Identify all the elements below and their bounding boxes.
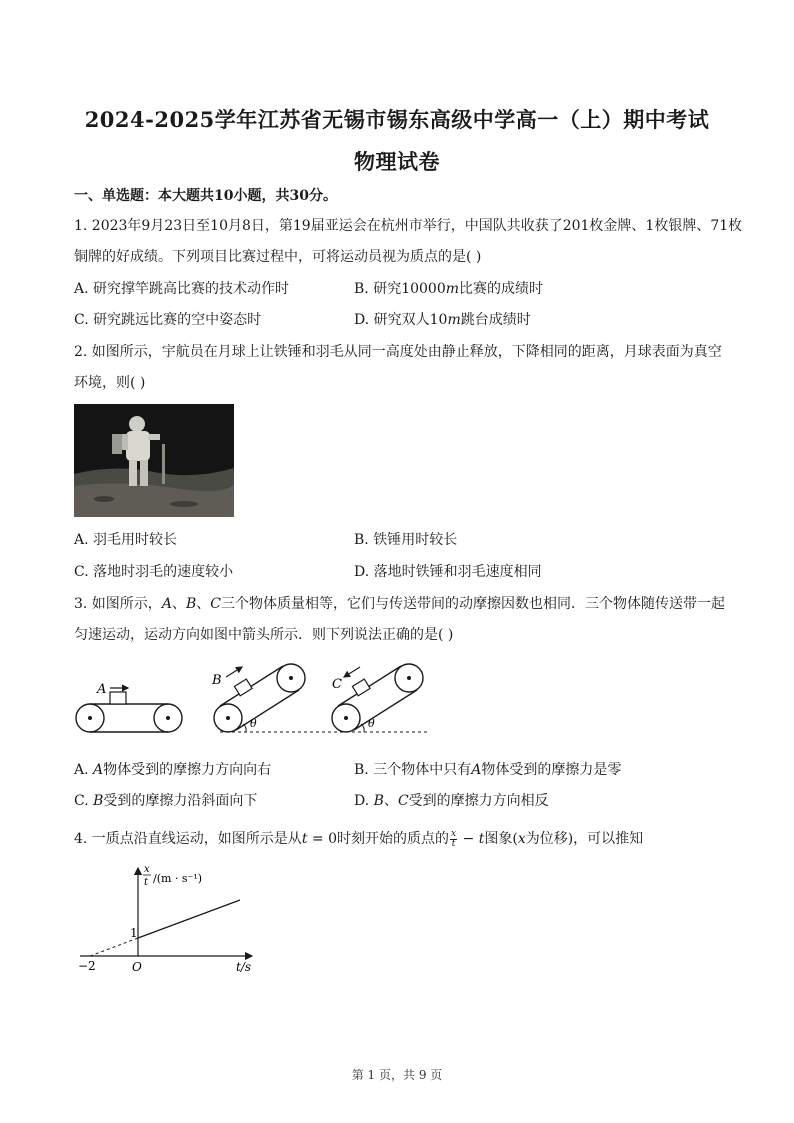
- y-axis-label-num: x: [144, 864, 150, 875]
- q3-stem-line2: 匀速运动，运动方向如图中箭头所示．则下列说法正确的是( ): [74, 627, 454, 643]
- astronaut-moon-photo: [74, 404, 234, 517]
- q2-stem-line1: 2. 如图所示，宇航员在月球上让铁锤和羽毛从同一高度处由静止释放，下降相同的距离，月球表面为真空: [74, 344, 722, 360]
- theta-b: θ: [250, 717, 257, 730]
- block-b: [234, 679, 252, 696]
- q2-option-c: C. 落地时羽毛的速度较小: [74, 564, 234, 580]
- q2-stem-line2: 环境，则( ): [74, 375, 146, 391]
- exam-title: 2024-2025学年江苏省无锡市锡东高级中学高一（上）期中考试: [84, 107, 710, 132]
- x-intercept-label: −2: [78, 959, 96, 973]
- q1-option-d: D. 研究双人10m跳台成绩时: [354, 312, 531, 328]
- astronaut-photo-art: [74, 404, 234, 517]
- arrow-b: [226, 667, 242, 677]
- q4-stem: 4. 一质点沿直线运动，如图所示是从t = 0时刻开始的质点的 $\frac{x}{t}$ − t图象(x为位移)，可以推知: [74, 828, 644, 849]
- q4-fraction: $\frac{x}{t}$: [451, 828, 457, 849]
- inclined-belt-b: [211, 664, 305, 732]
- section-heading: 一、单选题：本大题共10小题，共30分。: [74, 188, 337, 204]
- horizontal-belt: [76, 682, 182, 732]
- block-a: [110, 692, 126, 704]
- q1-option-c: C. 研究跳远比赛的空中姿态时: [74, 312, 262, 328]
- q1-stem-line2: 铜牌的好成绩。下列项目比赛过程中，可将运动员视为质点的是( ): [74, 249, 482, 265]
- origin-label: O: [132, 960, 142, 974]
- q1-option-a: A. 研究撑竿跳高比赛的技术动作时: [74, 281, 290, 297]
- label-c: C: [332, 677, 342, 692]
- inclined-belt-c: [332, 664, 423, 732]
- q3-stem-line1: 3. 如图所示，A、B、C三个物体质量相等，它们与传送带间的动摩擦因数也相同．三个物体随传送带一起: [74, 596, 725, 612]
- q2-option-d: D. 落地时铁锤和羽毛速度相同: [354, 564, 542, 580]
- q1-option-b: B. 研究10000m比赛的成绩时: [354, 281, 544, 297]
- q2-option-b: B. 铁锤用时较长: [354, 532, 458, 548]
- y-axis-label-den: t: [144, 877, 149, 888]
- y-intercept-label: 1: [130, 926, 138, 940]
- exam-subtitle: 物理试卷: [354, 149, 440, 174]
- q3-option-a: A. A物体受到的摩擦力方向向右: [74, 762, 272, 778]
- label-b: B: [212, 673, 222, 688]
- q2-option-a: A. 羽毛用时较长: [74, 532, 178, 548]
- q3-option-c: C. B受到的摩擦力沿斜面向下: [74, 793, 258, 809]
- conveyor-belts-diagram: [70, 652, 450, 742]
- block-c: [352, 679, 370, 696]
- q3-option-b: B. 三个物体中只有A物体受到的摩擦力是零: [354, 762, 622, 778]
- q1-stem-line1: 1. 2023年9月23日至10月8日，第19届亚运会在杭州市举行，中国队共收获了201枚金牌、1枚银牌、71枚: [74, 218, 743, 234]
- xt-t-graph: [70, 860, 270, 975]
- extrapolation-dashed-line: [90, 938, 138, 956]
- arrow-c: [344, 667, 360, 677]
- x-axis-label: t/s: [236, 960, 252, 974]
- graph-line: [138, 900, 240, 938]
- page-footer: 第 1 页，共 9 页: [351, 1068, 443, 1082]
- label-a: A: [97, 682, 107, 697]
- theta-c: θ: [368, 717, 375, 730]
- q3-option-d: D. B、C受到的摩擦力方向相反: [354, 793, 549, 809]
- y-axis-label-unit: /(m · s⁻¹): [153, 872, 203, 885]
